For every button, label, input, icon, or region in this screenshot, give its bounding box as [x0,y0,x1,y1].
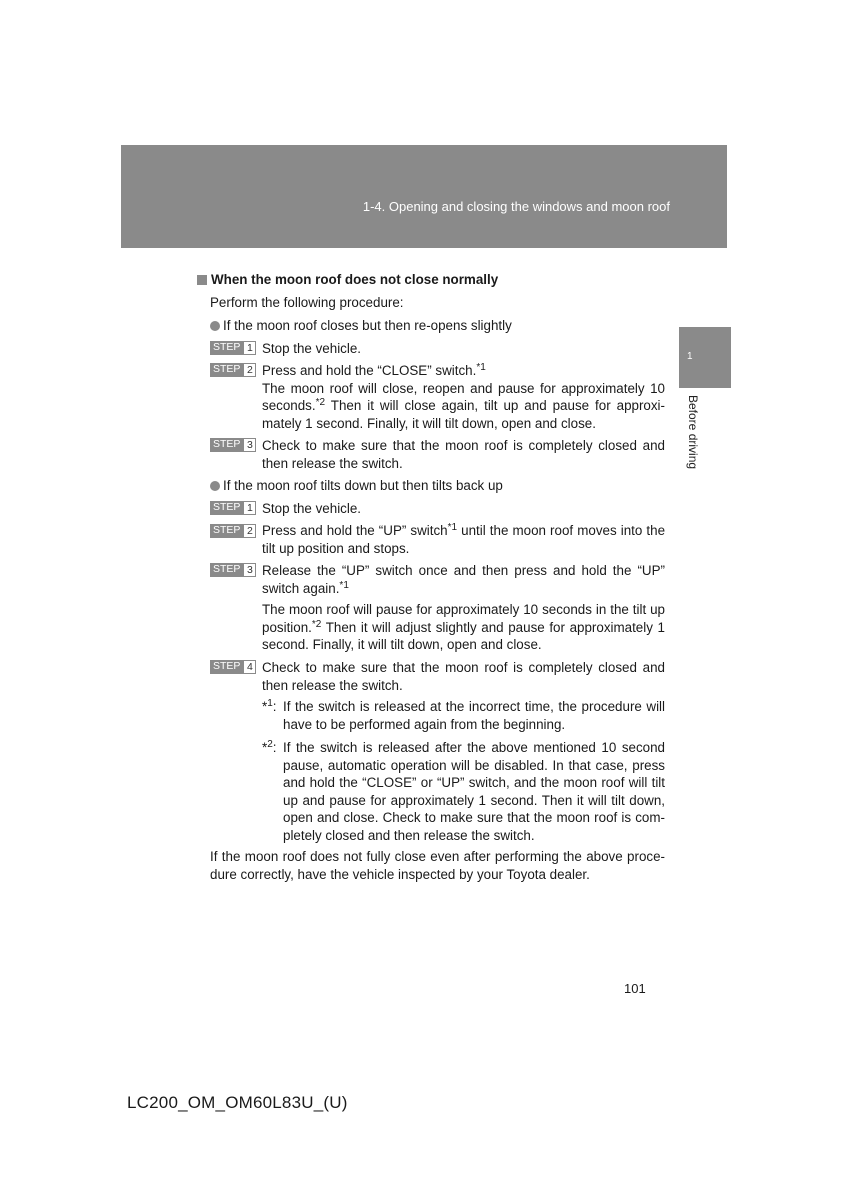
document-code: LC200_OM_OM60L83U_(U) [127,1093,348,1112]
case2-heading: If the moon roof tilts down but then tilts back up [210,477,503,495]
step-badge: STEP 3 [210,436,256,453]
chapter-section-title: 1-4. Opening and closing the windows and moon roof [362,199,670,214]
chapter-side-tab [679,327,731,388]
step-badge: STEP 4 [210,658,256,675]
chapter-number: 1 [687,351,693,362]
circle-bullet-icon [210,481,220,491]
step-text: Press and hold the “UP” switch$^{*1}$ until the moon roof moves into the tilt up position and stops. [262,522,666,556]
chapter-header-band [121,145,727,248]
case1-heading: If the moon roof closes but then re-opens slightly [210,317,512,335]
step-text: Check to make sure that the moon roof is completely closed and then release the switch. [262,438,665,471]
intro-text: Perform the following procedure: [210,295,404,310]
closing-paragraph: If the moon roof does not fully close even after performing the above proce- dure correctly, have the vehicle inspected by your Toyota dealer. [210,849,665,882]
square-bullet-icon [197,275,207,285]
step-badge: STEP 2 [210,522,256,539]
step-text: Check to make sure that the moon roof is completely closed and then release the switch. [262,660,665,693]
step-badge: STEP 3 [210,561,256,578]
step-text: Press and hold the “CLOSE” switch.$^{*1}$ The moon roof will close, reopen and pause for approximately 10 seconds.$^{*2}$ Then it will close again, tilt up and pause for approxi- mately 1 second. Finally, it will tilt down, open and close. [262,362,665,431]
step-text: Stop the vehicle. [262,501,362,516]
circle-bullet-icon [210,321,220,331]
section-heading: When the moon roof does not close normally [197,271,498,289]
step-detail: The moon roof will pause for approximately 10 seconds in the tilt up position.$^{*2}$ Then it will adjust slightly and pause for approximately 1 second. Finally, it will tilt down, open and close. [262,602,665,652]
step-badge: STEP 1 [210,499,256,516]
step-text: Release the “UP” switch once and then press and hold the “UP” switch again.$^{*1}$ [262,563,665,596]
chapter-side-label: Before driving [686,395,700,470]
step-badge: STEP 2 [210,361,256,378]
step-badge: STEP 1 [210,339,256,356]
page-number: 101 [624,981,646,996]
step-text: Stop the vehicle. [262,341,362,356]
